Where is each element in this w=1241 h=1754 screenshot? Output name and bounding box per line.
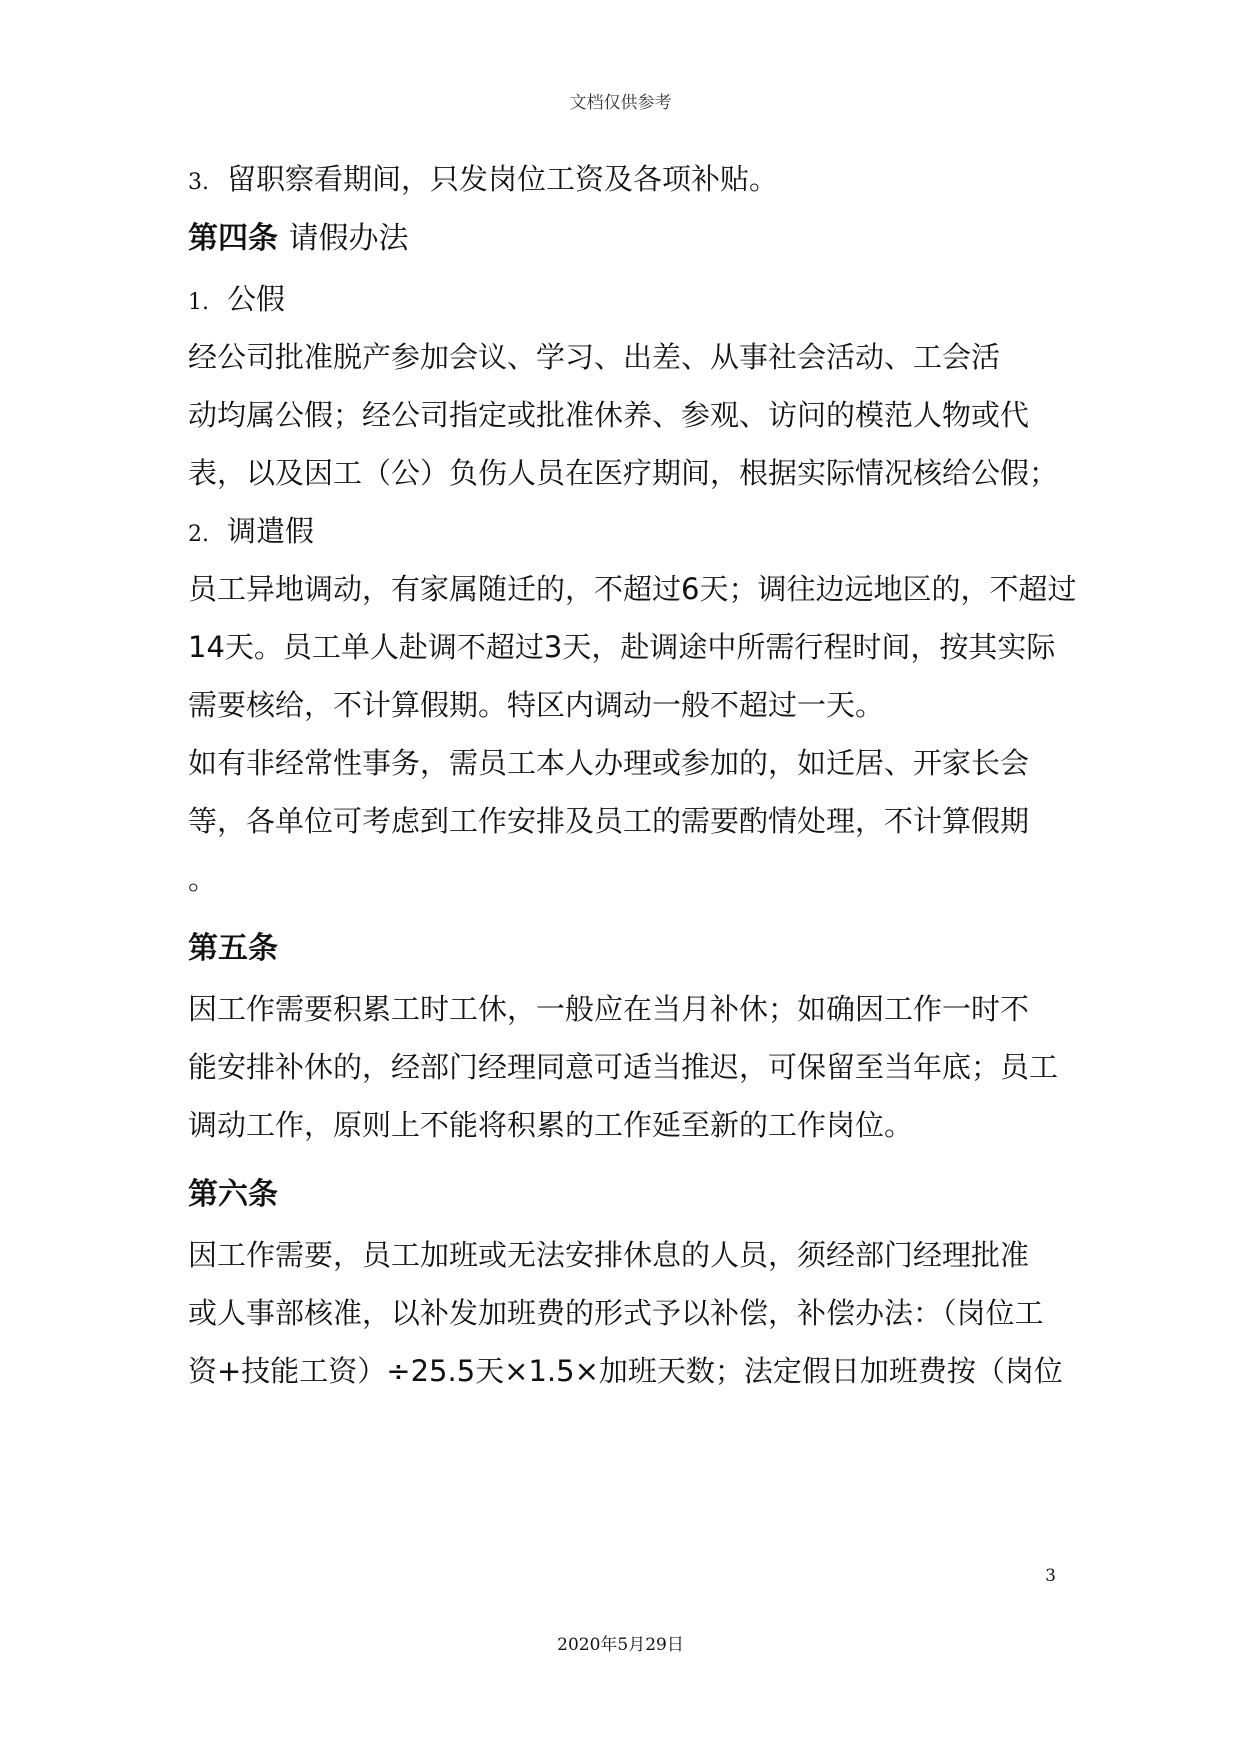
paragraph-line: 经公司批准脱产参加会议、学习、出差、从事社会活动、工会活: [188, 340, 1001, 374]
paragraph-line: 员工异地调动，有家属随迁的，不超过6天；调往边远地区的，不超过: [188, 572, 1077, 606]
list-item: [188, 150, 1068, 208]
paragraph-line: 14天。员工单人赴调不超过3天，赴调途中所需行程时间，按其实际: [188, 630, 1056, 664]
heading-title: 第六条: [188, 1177, 278, 1212]
paragraph-line: 因工作需要积累工时工休，一般应在当月补休；如确因工作一时不: [188, 992, 1030, 1026]
item-text: 留职察看期间，只发岗位工资及各项补贴。: [227, 162, 779, 196]
article-heading: [188, 918, 1068, 980]
item-text: 调遣假: [227, 514, 315, 548]
list-item: [188, 270, 1068, 328]
article-heading: [188, 1164, 1068, 1226]
paragraph-line: 或人事部核准，以补发加班费的形式予以补偿，补偿办法：（岗位工: [188, 1296, 1044, 1330]
paragraph-line: 。: [188, 862, 218, 896]
article-heading: [188, 208, 1068, 270]
heading-title: 第四条: [188, 221, 278, 256]
item-number: 1.: [188, 290, 209, 315]
paragraph-line: 调动工作，原则上不能将积累的工作延至新的工作岗位。: [188, 1108, 914, 1142]
page-footer-date: 2020年5月29日: [557, 1635, 684, 1655]
item-number: 2.: [188, 522, 209, 547]
heading-title: 第五条: [188, 931, 278, 966]
item-number: 3.: [188, 170, 209, 195]
paragraph-line: 如有非经常性事务，需员工本人办理或参加的，如迁居、开家长会: [188, 746, 1030, 780]
paragraph-line: 动均属公假；经公司指定或批准休养、参观、访问的模范人物或代: [188, 398, 1030, 432]
paragraph-line: 资+技能工资）÷25.5天×1.5×加班天数；法定假日加班费按（岗位: [188, 1354, 1063, 1388]
paragraph-line: 能安排补休的，经部门经理同意可适当推迟，可保留至当年底；员工: [188, 1050, 1059, 1084]
page-number: 3: [1045, 1566, 1056, 1586]
paragraph-line: 因工作需要，员工加班或无法安排休息的人员，须经部门经理批准: [188, 1238, 1030, 1272]
document-body: [188, 150, 1077, 1400]
page-header: 文档仅供参考: [569, 93, 672, 113]
paragraph-line: 需要核给，不计算假期。特区内调动一般不超过一天。: [188, 688, 885, 722]
list-item: [188, 502, 1068, 560]
paragraph-line: 表，以及因工（公）负伤人员在医疗期间，根据实际情况核给公假；: [188, 456, 1059, 490]
heading-subtitle: 请假办法: [288, 221, 409, 256]
item-text: 公假: [227, 282, 286, 316]
paragraph-line: 等，各单位可考虑到工作安排及员工的需要酌情处理，不计算假期: [188, 804, 1030, 838]
